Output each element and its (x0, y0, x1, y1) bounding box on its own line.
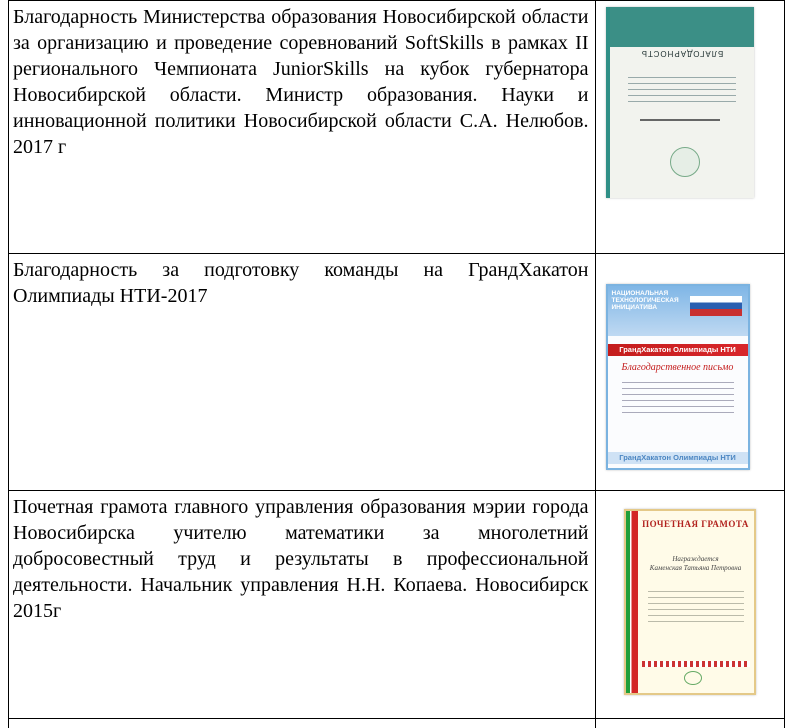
honorary-diploma-image (624, 509, 756, 695)
letter-footer: ГрандХакатон Олимпиады НТИ (608, 452, 748, 464)
table-row (9, 719, 785, 728)
letter-header: НАЦИОНАЛЬНАЯ ТЕХНОЛОГИЧЕСКАЯ ИНИЦИАТИВА (612, 290, 672, 311)
signature-line (640, 119, 720, 121)
ornament-icon (642, 661, 750, 667)
award-description: Почетная грамота главного управления образования мэрии города Новосибирска учителю математики за многолетний добросовестный труд и результаты в профессиональной деятельности. Начальник управления Н.Н. Копаева. Новосибирск 2015г (13, 494, 589, 624)
ribbon-icon (626, 511, 638, 693)
letter-bar: ГрандХакатон Олимпиады НТИ (608, 344, 748, 356)
description-cell (9, 254, 596, 491)
description-cell (9, 1, 596, 254)
description-cell (9, 491, 596, 719)
image-cell (595, 491, 785, 719)
diploma-name: Каменская Татьяна Петровна (642, 564, 750, 573)
award-description: Благодарность Министерства образования Новосибирской области за организацию и проведение соревнований SoftSkills в рамках II регионального Чемпионата JuniorSkills на кубок губернатора Новосибирской области. Министр образования. Науки и инновационной политики Новосибирской области С.А. Нелюбов. 2017 г (13, 4, 589, 160)
award-description: Благодарность за подготовку команды на ГрандХакатон Олимпиады НТИ-2017 (13, 257, 589, 309)
diploma-awarded: Награждается (642, 555, 750, 564)
seal-icon (670, 147, 700, 177)
table-row (9, 1, 785, 254)
certificate-title: БЛАГОДАРНОСТЬ (610, 49, 754, 58)
flag-icon (690, 296, 742, 316)
table-row (9, 491, 785, 719)
letter-of-thanks-image (606, 284, 750, 470)
image-cell (595, 254, 785, 491)
emblem-icon (684, 671, 702, 685)
image-cell (595, 1, 785, 254)
table-row (9, 254, 785, 491)
diploma-title: ПОЧЕТНАЯ ГРАМОТА (642, 519, 750, 529)
letter-heading: Благодарственное письмо (608, 362, 748, 373)
certificate-image (606, 7, 754, 198)
awards-table (8, 0, 785, 728)
